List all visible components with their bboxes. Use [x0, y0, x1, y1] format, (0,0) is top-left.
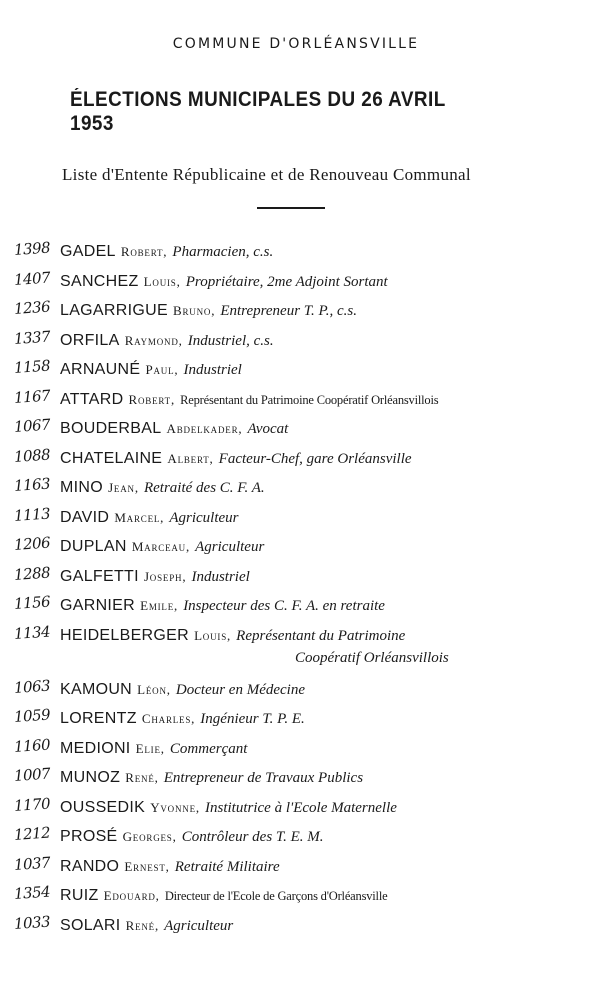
- candidate-occupation: Industriel, c.s.: [187, 332, 274, 349]
- candidate-entry: [60, 478, 585, 497]
- candidate-entry: [60, 242, 585, 261]
- candidate-occupation: Facteur-Chef, gare Orléansville: [218, 450, 412, 467]
- candidate-firstname: Albert,: [167, 450, 214, 466]
- candidate-firstname: Raymond,: [124, 332, 183, 348]
- candidate-entry: [60, 567, 585, 586]
- candidate-firstname: Louis,: [143, 273, 181, 289]
- candidate-entry: [60, 449, 585, 468]
- candidate-row: [0, 238, 592, 268]
- candidate-occupation: Industriel: [191, 568, 250, 585]
- candidate-number: 1337: [13, 326, 51, 348]
- candidate-surname: MINO: [60, 479, 103, 496]
- candidate-occupation: Représentant du Patrimoine: [236, 627, 406, 644]
- candidate-number: 1088: [13, 444, 51, 466]
- candidate-row: [0, 735, 592, 765]
- candidate-number: 1037: [13, 852, 51, 874]
- candidate-occupation: Contrôleur des T. E. M.: [181, 829, 324, 845]
- candidate-row: [0, 415, 592, 445]
- candidate-occupation: Pharmacien, c.s.: [172, 244, 274, 260]
- candidate-number: 1156: [13, 592, 51, 613]
- candidate-entry: [60, 360, 585, 379]
- candidate-firstname: Jean,: [108, 480, 139, 495]
- candidate-row: [0, 504, 592, 534]
- candidate-number: 1067: [13, 415, 51, 436]
- candidate-entry: [60, 272, 585, 291]
- candidate-firstname: Joseph,: [143, 568, 187, 584]
- candidate-surname: LORENTZ: [60, 710, 137, 727]
- candidate-occupation: Ingénieur T. P. E.: [200, 711, 305, 727]
- candidate-row: [0, 445, 592, 475]
- candidate-surname: BOUDERBAL: [60, 420, 162, 437]
- candidate-row: [0, 386, 592, 416]
- candidate-number: 1063: [13, 675, 51, 697]
- candidate-entry: [60, 301, 585, 320]
- candidate-row: [0, 268, 592, 298]
- candidate-number: 1163: [13, 474, 51, 495]
- commune-heading: COMMUNE D'ORLÉANSVILLE: [172, 36, 420, 52]
- candidate-firstname: Robert,: [128, 391, 176, 407]
- candidate-entry: [60, 680, 585, 699]
- title-divider: [257, 207, 325, 209]
- candidate-row: [0, 563, 592, 593]
- candidate-firstname: Abdelkader,: [166, 421, 243, 436]
- candidate-occupation: Avocat: [247, 421, 289, 437]
- candidate-entry: [60, 886, 585, 905]
- candidate-surname: KAMOUN: [60, 680, 133, 698]
- candidate-firstname: Léon,: [137, 681, 171, 697]
- candidate-surname: DUPLAN: [60, 538, 127, 555]
- candidate-number: 1134: [13, 621, 51, 643]
- candidate-surname: SOLARI: [60, 916, 121, 934]
- candidate-number: 1167: [13, 385, 51, 407]
- candidate-firstname: René,: [125, 770, 159, 785]
- candidate-entry: [60, 537, 585, 556]
- candidate-entry: [60, 596, 585, 615]
- candidate-occupation: Agriculteur: [169, 509, 239, 526]
- candidate-entry: [60, 419, 585, 438]
- candidate-row: [0, 912, 592, 942]
- candidate-surname: DAVID: [60, 508, 110, 526]
- candidate-number: 1212: [13, 823, 51, 844]
- candidate-number: 1288: [13, 562, 51, 584]
- candidate-entry: [60, 798, 585, 817]
- candidate-number: 1354: [13, 882, 51, 903]
- candidate-occupation: Entrepreneur T. P., c.s.: [220, 303, 357, 319]
- candidate-surname: MUNOZ: [60, 769, 121, 786]
- candidate-occupation: Docteur en Médecine: [175, 681, 306, 698]
- candidate-number: 1398: [13, 238, 51, 259]
- candidate-surname: ORFILA: [60, 331, 120, 349]
- candidate-surname: HEIDELBERGER: [60, 626, 189, 644]
- list-subtitle: Liste d'Entente Républicaine et de Renouveau Communal: [62, 165, 471, 184]
- candidate-occupation: Directeur de l'Ecole de Garçons d'Orléansville: [164, 889, 388, 903]
- candidate-row: [0, 327, 592, 357]
- candidate-firstname: Robert,: [120, 244, 168, 259]
- candidate-occupation: Inspecteur des C. F. A. en retraite: [183, 598, 385, 614]
- candidate-surname: CHATELAINE: [60, 449, 163, 467]
- candidate-row: [0, 676, 592, 706]
- candidate-row: [0, 533, 592, 563]
- candidate-occupation: Propriétaire, 2me Adjoint Sortant: [185, 273, 388, 290]
- candidate-firstname: Yvonne,: [150, 799, 200, 815]
- candidate-row: [0, 882, 592, 912]
- candidate-occupation: Entrepreneur de Travaux Publics: [163, 770, 364, 786]
- candidate-occupation: Agriculteur: [195, 539, 265, 555]
- candidate-firstname: Elie,: [135, 740, 165, 756]
- candidate-number: 1059: [13, 705, 51, 726]
- candidate-row: [0, 823, 592, 853]
- candidate-occupation: Agriculteur: [164, 917, 234, 934]
- candidate-surname: PROSÉ: [60, 828, 118, 845]
- candidate-occupation: Commerçant: [169, 740, 248, 757]
- candidate-firstname: Edouard,: [103, 888, 160, 903]
- candidate-surname: SANCHEZ: [60, 272, 139, 290]
- candidate-occupation-continued: Coopératif Orléansvillois: [295, 649, 449, 666]
- candidate-surname: RUIZ: [60, 887, 99, 904]
- candidate-surname: GALFETTI: [60, 567, 139, 585]
- candidate-entry: [60, 768, 585, 787]
- candidate-list: [0, 238, 592, 941]
- candidate-firstname: Louis,: [194, 627, 232, 643]
- candidate-entry: [60, 331, 585, 350]
- candidate-row: [0, 705, 592, 735]
- candidate-surname: MEDIONI: [60, 739, 131, 757]
- candidate-surname: ATTARD: [60, 390, 124, 408]
- candidate-number: 1113: [13, 503, 51, 525]
- candidate-surname: ARNAUNÉ: [60, 361, 141, 378]
- candidate-number: 1407: [13, 267, 51, 289]
- candidate-entry: [60, 709, 585, 728]
- candidate-number: 1170: [13, 793, 51, 815]
- candidate-occupation: Industriel: [183, 362, 242, 378]
- candidate-row: [0, 764, 592, 794]
- candidate-firstname: Charles,: [141, 711, 196, 726]
- candidate-number: 1158: [13, 356, 51, 377]
- candidate-row: [0, 474, 592, 504]
- candidate-firstname: Paul,: [145, 362, 179, 377]
- candidate-firstname: Georges,: [122, 829, 177, 844]
- candidate-row: [0, 853, 592, 883]
- candidate-occupation: Retraité des C. F. A.: [143, 480, 265, 496]
- candidate-number: 1007: [13, 764, 51, 785]
- candidate-firstname: Ernest,: [124, 858, 170, 874]
- candidate-entry: [60, 626, 585, 667]
- candidate-row: [0, 297, 592, 327]
- candidate-surname: RANDO: [60, 857, 120, 875]
- candidate-surname: GADEL: [60, 243, 116, 260]
- candidate-entry: [60, 827, 585, 846]
- candidate-row: [0, 592, 592, 622]
- candidate-firstname: Marceau,: [131, 539, 191, 554]
- candidate-number: 1033: [13, 911, 51, 933]
- candidate-firstname: Bruno,: [173, 303, 216, 318]
- candidate-row: [0, 356, 592, 386]
- candidate-surname: OUSSEDIK: [60, 798, 146, 816]
- candidate-occupation: Représentant du Patrimoine Coopératif Orléansvillois: [180, 392, 439, 407]
- candidate-occupation: Retraité Militaire: [174, 858, 280, 875]
- election-title: ÉLECTIONS MUNICIPALES DU 26 AVRIL 1953: [70, 88, 446, 135]
- candidate-firstname: Emile,: [140, 598, 179, 613]
- candidate-number: 1206: [13, 533, 51, 554]
- candidate-entry: [60, 739, 585, 758]
- candidate-entry: [60, 508, 585, 527]
- candidate-row: [0, 794, 592, 824]
- candidate-occupation: Institutrice à l'Ecole Maternelle: [205, 799, 397, 816]
- candidate-firstname: Marcel,: [114, 509, 165, 525]
- candidate-entry: [60, 390, 585, 409]
- candidate-number: 1236: [13, 297, 51, 318]
- candidate-entry: [60, 916, 585, 935]
- candidate-entry: [60, 857, 585, 876]
- candidate-row: [0, 622, 592, 676]
- candidate-surname: GARNIER: [60, 597, 135, 614]
- candidate-number: 1160: [13, 734, 51, 756]
- candidate-surname: LAGARRIGUE: [60, 302, 168, 319]
- candidate-firstname: René,: [125, 917, 160, 933]
